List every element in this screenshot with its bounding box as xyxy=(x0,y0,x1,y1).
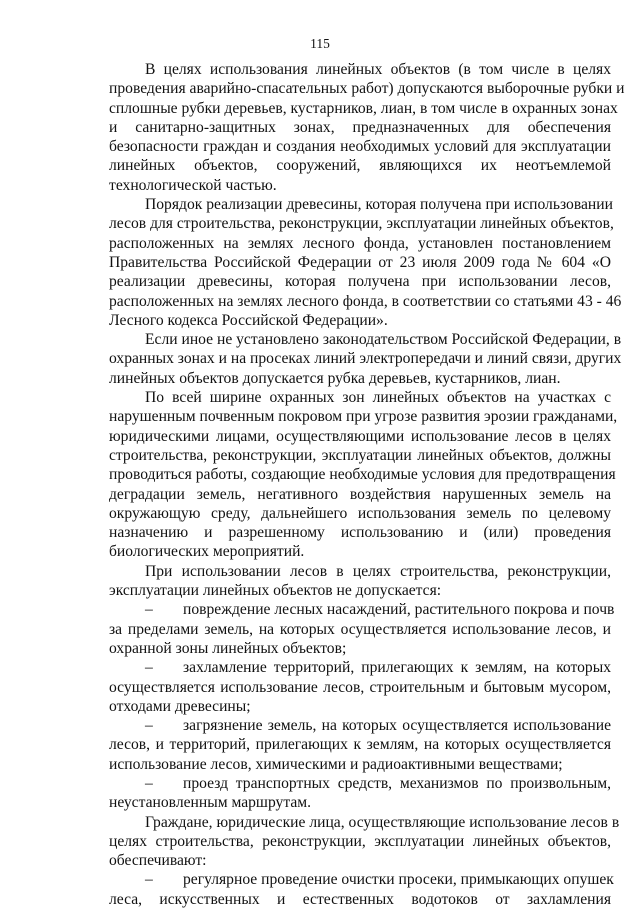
line-text: расположенных на землях лесного фонда, установлен постановлением xyxy=(109,234,611,252)
list-dash: – xyxy=(145,659,153,677)
line-text: окружающую среду, дальнейшего использования земель по целевому xyxy=(109,504,611,522)
line-text: нарушенным почвенным покровом при угрозе развития эрозии гражданами, xyxy=(109,408,618,426)
paragraph xyxy=(109,195,622,330)
paragraph xyxy=(109,388,618,562)
text-line xyxy=(109,562,611,581)
line-text: В целях использования линейных объектов (в том числе в целях xyxy=(145,61,611,78)
line-text: охранных зонах и на просеках линий электропередачи и линий связи, других xyxy=(109,350,622,368)
text-line xyxy=(109,890,611,909)
text-line xyxy=(109,504,611,523)
text-line xyxy=(109,446,611,465)
text-line xyxy=(109,697,611,716)
text-line xyxy=(109,678,611,697)
list-item xyxy=(109,716,611,774)
line-text: лесов, и территорий, прилегающих к землям, на которых осуществляется xyxy=(109,736,611,754)
line-text: юридическими лицами, осуществляющими использование лесов в целях xyxy=(109,427,611,445)
text-line xyxy=(109,137,611,156)
text-line xyxy=(109,195,611,214)
line-text: назначению и разрешенному использованию и (или) проведения xyxy=(109,524,611,542)
line-text: линейных объектов, сооружений, являющихся их неотъемлемой xyxy=(109,157,611,175)
text-line xyxy=(109,60,611,79)
line-text: леса, искусственных и естественных водотоков от захламления xyxy=(109,890,611,908)
line-text: целях строительства, реконструкции, эксплуатации линейных объектов, xyxy=(109,832,611,850)
line-text: неустановленным маршрутам. xyxy=(109,794,312,812)
line-text: безопасности граждан и создания необходимых условий для эксплуатации xyxy=(109,138,611,156)
text-line xyxy=(109,427,611,446)
line-text: за пределами земель, на которых осуществляется использование лесов, и xyxy=(109,620,611,638)
paragraph xyxy=(109,60,625,195)
text-line xyxy=(109,793,611,812)
text-line xyxy=(109,620,611,639)
text-line xyxy=(109,311,611,330)
text-line xyxy=(109,176,611,195)
text-line xyxy=(109,388,611,407)
text-line xyxy=(109,465,616,484)
paragraph xyxy=(109,562,611,601)
line-text: обеспечивают: xyxy=(109,852,207,870)
text-line xyxy=(109,485,611,504)
text-line xyxy=(109,292,622,311)
line-text: использование лесов, химическими и радиоактивными веществами; xyxy=(109,755,563,773)
text-line xyxy=(109,600,615,619)
text-line xyxy=(109,369,611,388)
line-text: осуществляется использование лесов, строительным и бытовым мусором, xyxy=(109,678,611,696)
line-text: охранной зоны линейных объектов; xyxy=(109,639,347,657)
list-item xyxy=(109,658,611,716)
text-line xyxy=(109,581,611,600)
line-text: Если иное не установлено законодательством Российской Федерации, в xyxy=(145,331,622,349)
line-text: эксплуатации линейных объектов не допускается: xyxy=(109,582,442,600)
text-line xyxy=(109,79,625,98)
line-text: деградации земель, негативного воздействия нарушенных земель на xyxy=(109,485,611,503)
text-line xyxy=(109,639,611,658)
text-line xyxy=(109,272,611,291)
line-text: отходами древесины; xyxy=(109,697,251,715)
line-text: лесов для строительства, реконструкции, эксплуатации линейных объектов, xyxy=(109,215,614,233)
text-line xyxy=(109,755,611,774)
line-text: Порядок реализации древесины, которая получена при использовании xyxy=(145,196,613,214)
paragraph xyxy=(109,813,620,871)
text-line xyxy=(109,774,611,793)
text-line xyxy=(109,851,611,870)
text-line xyxy=(109,234,611,253)
text-line xyxy=(109,832,611,851)
text-line xyxy=(109,214,614,233)
text-line xyxy=(109,523,611,542)
line-text: регулярное проведение очистки просеки, примыкающих опушек xyxy=(183,871,614,889)
list-item xyxy=(109,870,614,909)
page-number: 115 xyxy=(310,36,330,51)
line-text: биологических мероприятий. xyxy=(109,543,305,561)
line-text: линейных объектов допускается рубка деревьев, кустарников, лиан. xyxy=(109,369,561,387)
line-text: проводиться работы, создающие необходимые условия для предотвращения xyxy=(109,466,616,484)
text-line xyxy=(109,716,611,735)
line-text: расположенных на землях лесного фонда, в соответствии со статьями 43 - 46 xyxy=(109,292,622,310)
text-line xyxy=(109,156,611,175)
line-text: захламление территорий, прилегающих к землям, на которых xyxy=(183,659,611,677)
line-text: проведения аварийно-спасательных работ) допускаются выборочные рубки и xyxy=(109,80,625,98)
line-text: строительства, реконструкции, эксплуатации линейных объектов, должны xyxy=(109,446,611,464)
text-line xyxy=(109,658,611,677)
text-line xyxy=(109,870,614,889)
list-dash: – xyxy=(145,601,153,619)
line-text: При использовании лесов в целях строительства, реконструкции, xyxy=(145,562,611,580)
list-item xyxy=(109,600,615,658)
body-text xyxy=(109,60,625,909)
line-text: проезд транспортных средств, механизмов по произвольным, xyxy=(183,774,611,792)
list-dash: – xyxy=(145,774,153,792)
line-text: загрязнение земель, на которых осуществляется использование xyxy=(183,717,611,735)
text-line xyxy=(109,253,611,272)
line-text: технологической частью. xyxy=(109,176,277,194)
list-dash: – xyxy=(145,717,153,735)
paragraph xyxy=(109,330,622,388)
list-dash: – xyxy=(145,871,153,889)
text-line xyxy=(109,542,611,561)
text-line xyxy=(109,330,622,349)
line-text: и санитарно-защитных зонах, предназначенных для обеспечения xyxy=(109,118,611,136)
line-text: Граждане, юридические лица, осуществляющие использование лесов в xyxy=(145,813,620,831)
text-line xyxy=(109,813,620,832)
line-text: повреждение лесных насаждений, растительного покрова и почв xyxy=(183,601,615,619)
text-line xyxy=(109,349,622,368)
text-line xyxy=(109,407,618,426)
text-line xyxy=(109,118,611,137)
line-text: Лесного кодекса Российской Федерации». xyxy=(109,311,388,329)
text-line xyxy=(109,735,611,754)
list-item xyxy=(109,774,611,813)
line-text: реализации древесины, которая получена при использовании лесов, xyxy=(109,273,611,291)
text-line xyxy=(109,99,618,118)
line-text: По всей ширине охранных зон линейных объектов на участках с xyxy=(145,389,611,407)
line-text: Правительства Российской Федерации от 23 июля 2009 года № 604 «О xyxy=(109,253,611,271)
line-text: сплошные рубки деревьев, кустарников, лиан, в том числе в охранных зонах xyxy=(109,99,618,117)
